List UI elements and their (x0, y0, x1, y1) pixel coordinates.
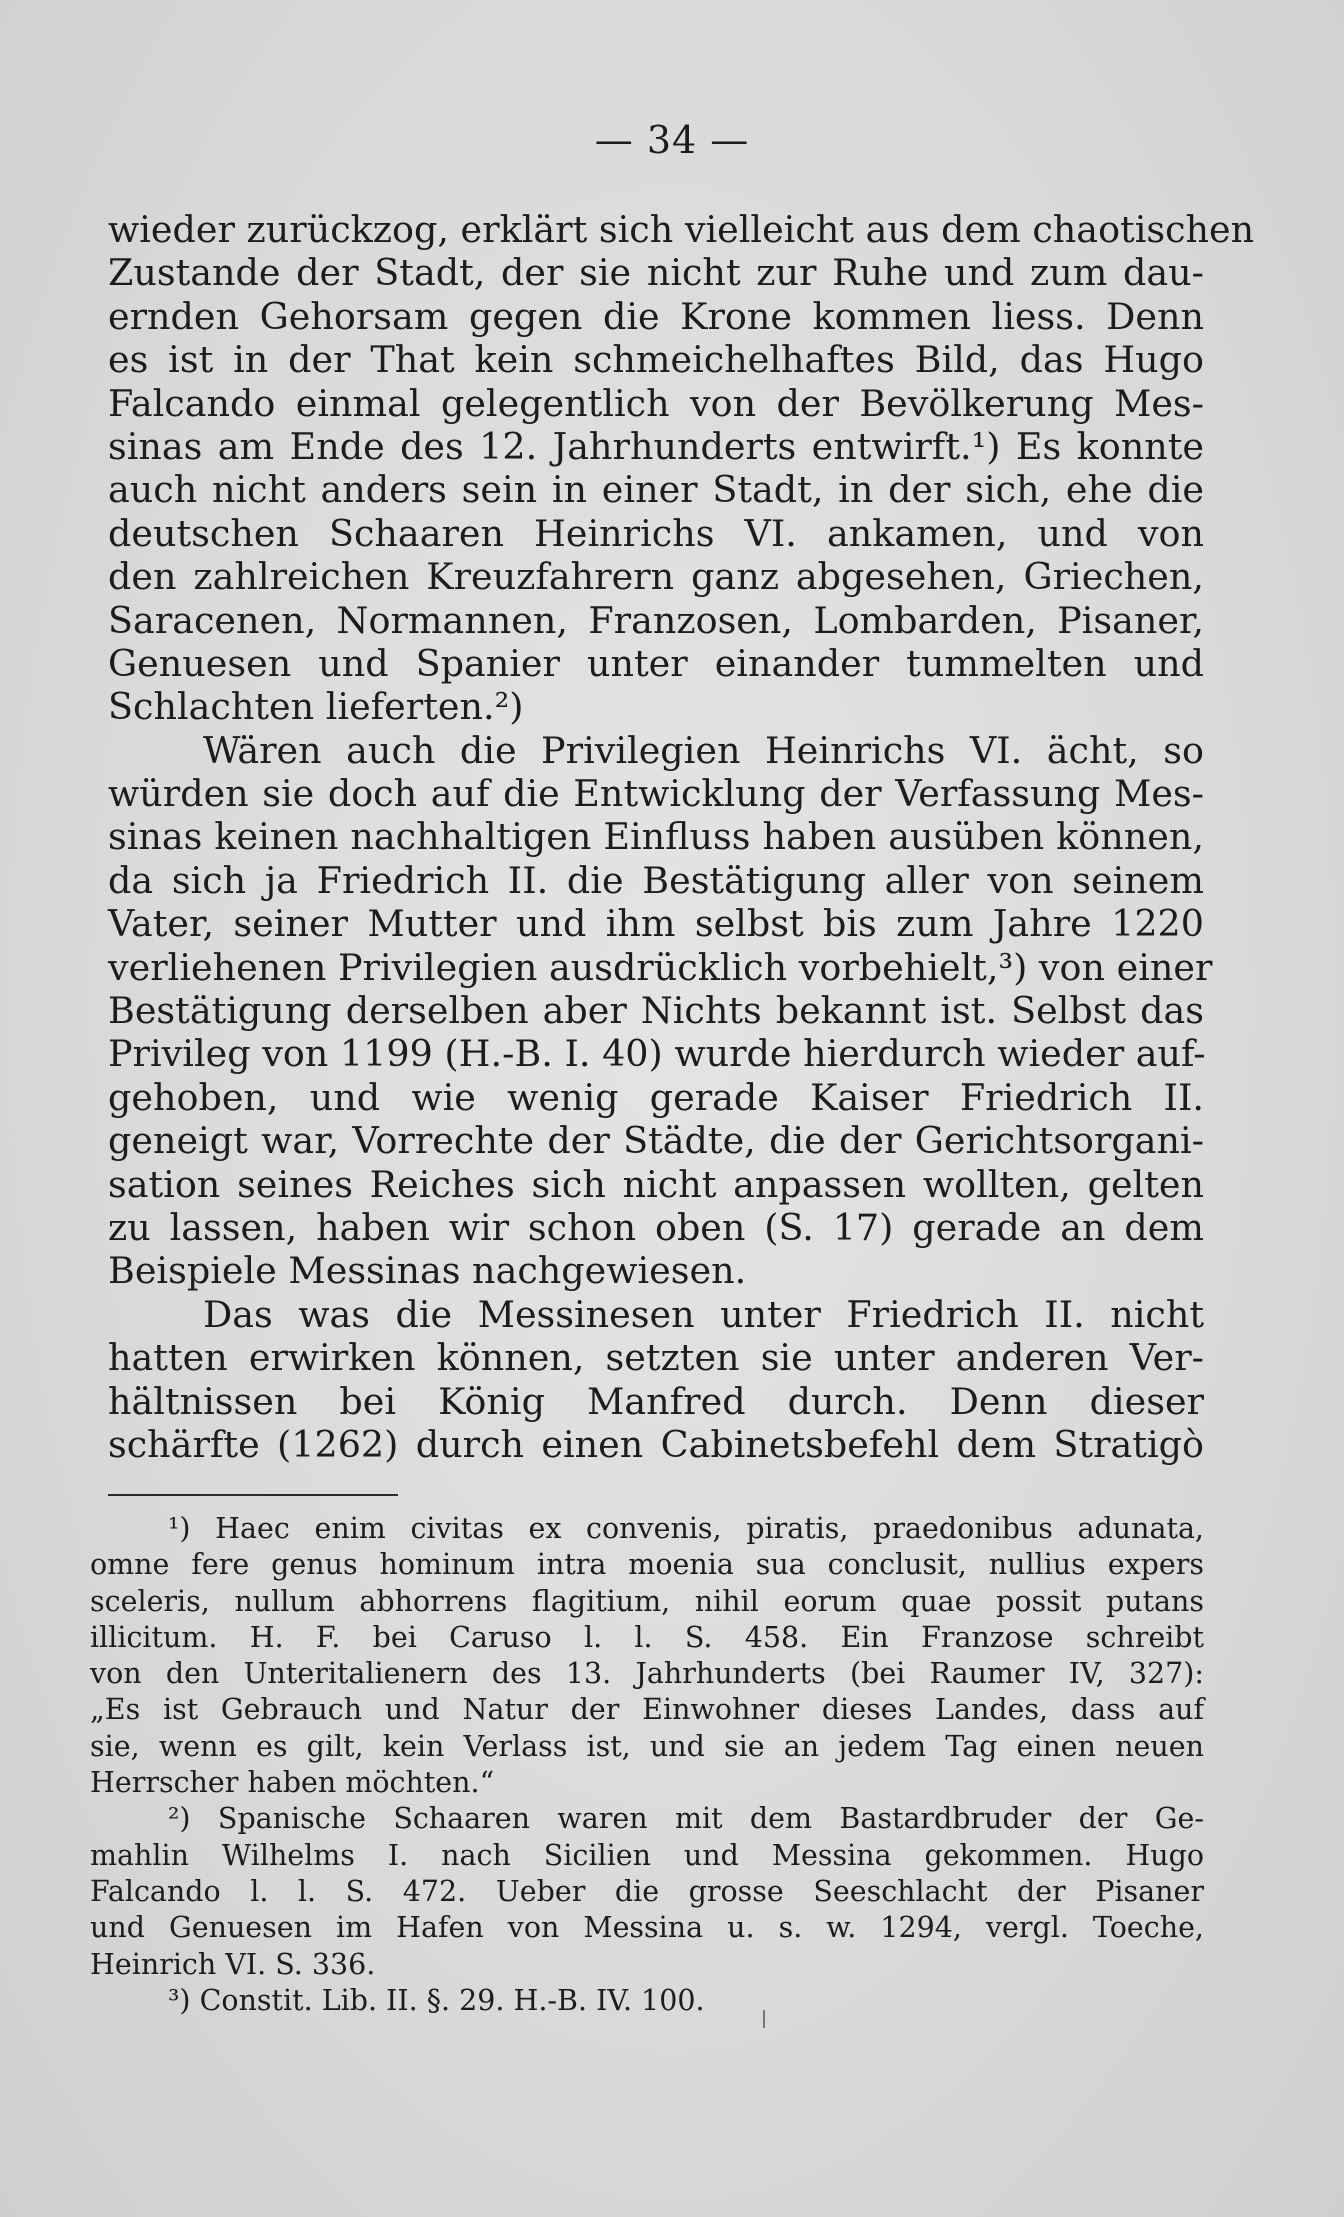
text-line: sinas keinen nachhaltigen Einfluss haben ausüben können, (108, 815, 1204, 859)
footnote-line: und Genuesen im Hafen von Messina u. s. w. 1294, vergl. Toeche, (90, 1911, 1204, 1945)
text-line: wieder zurückzog, erklärt sich vielleicht aus dem chaotischen (108, 208, 1255, 251)
text-line: Vater, seiner Mutter und ihm selbst bis zum Jahre 1220 (108, 902, 1204, 946)
text-line: Das was die Messinesen unter Friedrich II. nicht (203, 1292, 1204, 1336)
footnote-line: Herrscher haben möchten.“ (90, 1766, 495, 1800)
text-line: Falcando einmal gelegentlich von der Bevölkerung Mes- (108, 381, 1204, 425)
text-line: zu lassen, haben wir schon oben (S. 17) gerade an dem (108, 1205, 1204, 1249)
text-line: ernden Gehorsam gegen die Krone kommen liess. Denn (108, 294, 1204, 338)
footnote-line: ³) Constit. Lib. II. §. 29. H.-B. IV. 100. (168, 1983, 705, 2017)
paper-speck (763, 2010, 765, 2028)
text-line: auch nicht anders sein in einer Stadt, in der sich, ehe die (108, 468, 1204, 512)
footnote-line: sie, wenn es gilt, kein Verlass ist, und sie an jedem Tag einen neuen (90, 1729, 1204, 1763)
text-line: Bestätigung derselben aber Nichts bekannt ist. Selbst das (108, 989, 1204, 1033)
footnote-line: ¹) Haec enim civitas ex convenis, piratis, praedonibus adunata, (168, 1512, 1204, 1545)
text-line: gehoben, und wie wenig gerade Kaiser Friedrich II. (108, 1075, 1204, 1119)
footnote-line: Falcando l. l. S. 472. Ueber die grosse Seeschlacht der Pisaner (90, 1874, 1204, 1908)
text-line: schärfte (1262) durch einen Cabinetsbefehl dem Stratigò (108, 1422, 1204, 1466)
footnote-line: Heinrich VI. S. 336. (90, 1947, 376, 1981)
text-line: hältnissen bei König Manfred durch. Denn dieser (108, 1379, 1204, 1423)
text-line: Zustande der Stadt, der sie nicht zur Ruhe und zum dau- (108, 251, 1204, 295)
text-line: Wären auch die Privilegien Heinrichs VI. ächt, so (203, 728, 1204, 772)
footnote-line: ²) Spanische Schaaren waren mit dem Bastardbruder der Ge- (168, 1802, 1204, 1836)
footnote-line: omne fere genus hominum intra moenia sua conclusit, nullius expers (90, 1548, 1204, 1582)
text-line: sation seines Reiches sich nicht anpassen wollten, gelten (108, 1162, 1204, 1206)
footnote-line: mahlin Wilhelms I. nach Sicilien und Messina gekommen. Hugo (90, 1838, 1204, 1872)
text-line: den zahlreichen Kreuzfahrern ganz abgesehen, Griechen, (108, 555, 1204, 599)
page-number-header: — 34 — (594, 118, 750, 162)
text-line: Schlachten lieferten.²) (108, 685, 524, 729)
text-line: geneigt war, Vorrechte der Städte, die der Gerichtsorgani- (108, 1119, 1204, 1163)
text-line: deutschen Schaaren Heinrichs VI. ankamen, und von (108, 511, 1204, 555)
text-line: hatten erwirken können, setzten sie unter anderen Ver- (108, 1336, 1204, 1380)
text-line: Beispiele Messinas nachgewiesen. (108, 1249, 747, 1293)
main-text (108, 208, 1255, 1466)
text-line: da sich ja Friedrich II. die Bestätigung aller von seinem (108, 858, 1204, 902)
footnote-line: von den Unteritalienern des 13. Jahrhunderts (bei Raumer IV, 327): (90, 1657, 1204, 1691)
text-line: Saracenen, Normannen, Franzosen, Lombarden, Pisaner, (108, 598, 1204, 642)
footnote-line: sceleris, nullum abhorrens flagitium, nihil eorum quae possit putans (90, 1584, 1204, 1618)
footnotes (90, 1511, 1204, 2019)
text-line: verliehenen Privilegien ausdrücklich vorbehielt,³) von einer (108, 945, 1213, 989)
text-line: Privileg von 1199 (H.-B. I. 40) wurde hierdurch wieder auf- (108, 1032, 1206, 1076)
text-line: würden sie doch auf die Entwicklung der Verfassung Mes- (108, 772, 1204, 816)
text-line: sinas am Ende des 12. Jahrhunderts entwirft.¹) Es konnte (108, 424, 1204, 468)
text-line: es ist in der That kein schmeichelhaftes Bild, das Hugo (108, 338, 1204, 382)
footnote-line: illicitum. H. F. bei Caruso l. l. S. 458. Ein Franzose schreibt (90, 1620, 1204, 1654)
text-line: Genuesen und Spanier unter einander tummelten und (108, 641, 1204, 685)
footnote-line: „Es ist Gebrauch und Natur der Einwohner dieses Landes, dass auf (90, 1693, 1204, 1727)
footnote-separator-rule (108, 1494, 398, 1496)
